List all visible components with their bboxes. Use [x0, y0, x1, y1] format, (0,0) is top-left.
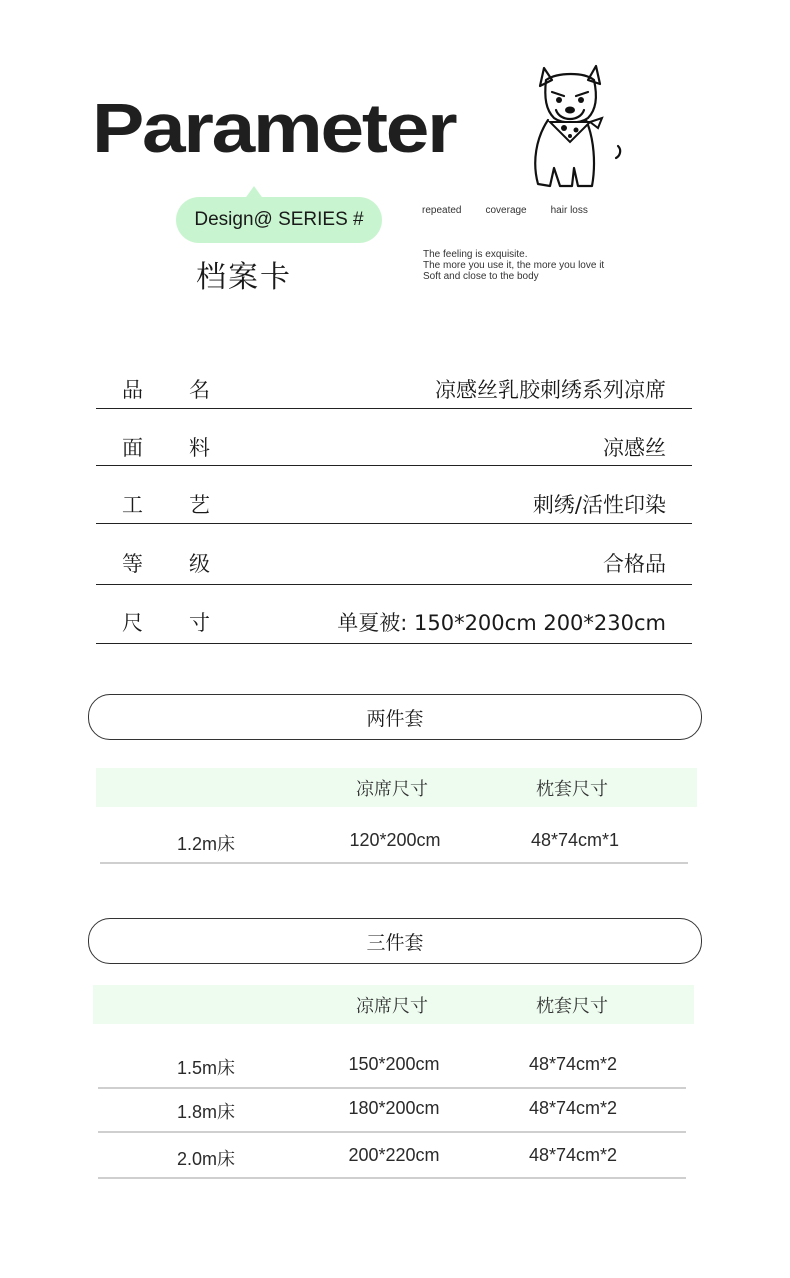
pillow-size-cell: 48*74cm*1 [530, 830, 620, 850]
param-row-name [96, 366, 692, 409]
param-label: 品名 [122, 378, 256, 402]
row-divider [98, 1131, 686, 1133]
header-cell-mat-size: 凉席尺寸 [356, 778, 428, 800]
param-value: 凉感丝乳胶刺绣系列凉席 [435, 378, 666, 402]
param-row-craft [96, 481, 692, 524]
slogan-text [423, 249, 604, 282]
two-piece-table-header [96, 768, 697, 807]
mat-size-cell: 120*200cm [349, 830, 441, 850]
archive-card-title: 档案卡 [196, 260, 292, 295]
dog-illustration [526, 58, 636, 194]
row-divider [98, 1177, 686, 1179]
slogan-line: Soft and close to the body [423, 271, 539, 282]
pillow-size-cell: 48*74cm*2 [528, 1145, 618, 1165]
param-label: 工艺 [122, 493, 256, 517]
param-value: 刺绣/活性印染 [532, 493, 666, 517]
pillow-size-cell: 48*74cm*2 [528, 1054, 618, 1074]
tag-hair-loss: hair loss [550, 205, 588, 216]
param-value: 单夏被: 150*200cm 200*230cm [337, 611, 666, 635]
mat-size-cell: 180*200cm [348, 1098, 440, 1118]
param-value: 凉感丝 [603, 436, 666, 460]
table-row [98, 1098, 686, 1124]
table-row [98, 1145, 686, 1171]
slogan-line: The feeling is exquisite. [423, 249, 528, 260]
header-cell-pillow-size: 枕套尺寸 [536, 778, 608, 800]
table-row [100, 830, 688, 856]
bed-size-cell: 1.2m床 [176, 834, 236, 854]
param-label: 等级 [122, 552, 256, 576]
slogan-line: The more you use it, the more you love it [423, 260, 605, 271]
series-badge: Design@ SERIES # [176, 197, 382, 243]
tag-repeated: repeated [422, 205, 462, 216]
three-piece-table-header [93, 985, 694, 1024]
header-cell-pillow-size: 枕套尺寸 [536, 995, 608, 1017]
pillow-size-cell: 48*74cm*2 [528, 1098, 618, 1118]
param-row-size [96, 597, 692, 644]
two-piece-title: 两件套 [88, 694, 702, 740]
param-value: 合格品 [603, 552, 666, 576]
row-divider [100, 862, 688, 864]
tag-coverage: coverage [485, 205, 527, 216]
table-row [98, 1054, 686, 1080]
param-row-fabric [96, 424, 692, 466]
row-divider [98, 1087, 686, 1089]
param-label: 面料 [122, 436, 256, 460]
mat-size-cell: 150*200cm [348, 1054, 440, 1074]
param-label: 尺寸 [122, 611, 256, 635]
mat-size-cell: 200*220cm [348, 1145, 440, 1165]
bed-size-cell: 1.8m床 [176, 1102, 236, 1122]
three-piece-title: 三件套 [88, 918, 702, 964]
feature-tags [422, 205, 588, 216]
param-row-grade [96, 539, 692, 585]
page-title: Parameter [92, 89, 456, 167]
header-cell-mat-size: 凉席尺寸 [356, 995, 428, 1017]
bed-size-cell: 1.5m床 [176, 1058, 236, 1078]
bed-size-cell: 2.0m床 [176, 1149, 236, 1169]
